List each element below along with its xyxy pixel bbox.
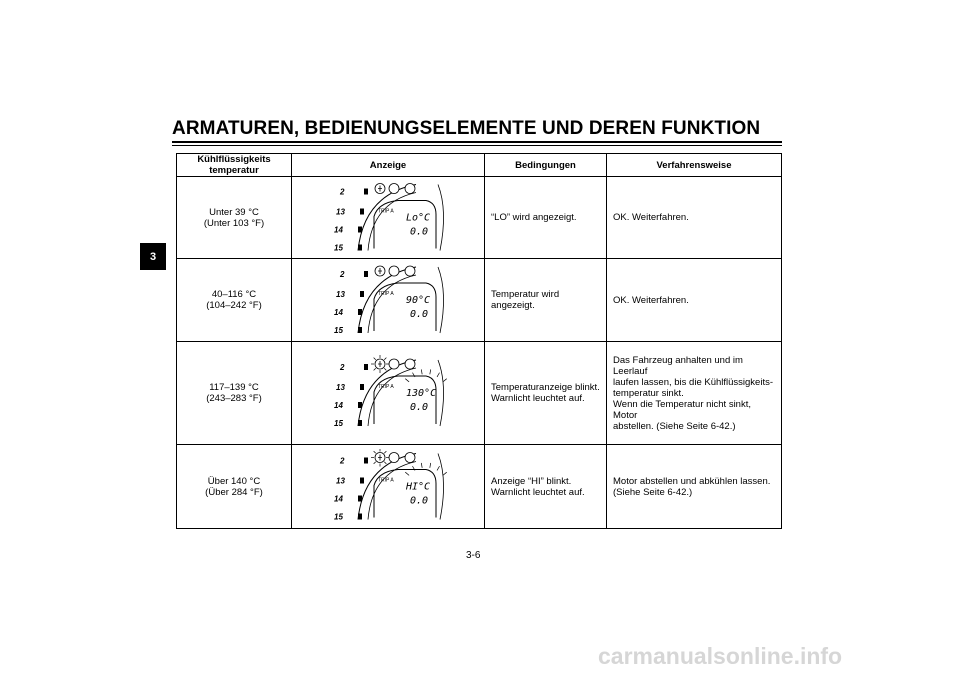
instrument-display-illustration (298, 181, 491, 254)
condition-text: Temperaturanzeige blinkt. Warnlicht leuchtet auf. (485, 342, 607, 445)
table-row (177, 445, 782, 529)
title-rule (172, 141, 782, 143)
tacho-tick-label: 13 (336, 207, 345, 217)
indicator-lamp-icon (389, 453, 399, 463)
instrument-display-illustration (298, 346, 491, 440)
tacho-tick-label: 2 (340, 363, 345, 372)
temperature-range: Über 140 °C (Über 284 °F) (177, 445, 292, 529)
page-number: 3-6 (466, 550, 481, 561)
chapter-tab: 3 (140, 243, 166, 270)
coolant-temperature-table (176, 153, 782, 529)
condition-text: “LO” wird angezeigt. (485, 177, 607, 259)
odometer-readout: 0.0 (410, 402, 429, 413)
procedure-text: Das Fahrzeug anhalten und im Leerlauf laufen lassen, bis die Kühlflüssigkeits- temperatur sinkt. Wenn die Temperatur nicht sinkt, Motor abstellen. (Siehe Seite 6-42.) (607, 342, 782, 445)
temperature-range: Unter 39 °C (Unter 103 °F) (177, 177, 292, 259)
tacho-tick-label: 2 (340, 270, 345, 279)
trip-label: TRIP A (378, 208, 394, 215)
tacho-tick-label: 15 (334, 419, 343, 428)
temperature-readout: HI°C (406, 481, 431, 493)
tacho-tick-label: 13 (336, 476, 345, 486)
header-procedure: Verfahrensweise (607, 154, 782, 177)
header-conditions: Bedingungen (485, 154, 607, 177)
instrument-display-illustration (298, 263, 491, 337)
table-row (177, 177, 782, 259)
trip-label: TRIP A (378, 477, 394, 484)
tacho-tick-label: 14 (334, 494, 343, 504)
display-cell (292, 259, 485, 342)
indicator-lamp-icon (389, 184, 399, 194)
table-row (177, 342, 782, 445)
temperature-readout: 90°C (406, 295, 431, 306)
instrument-display-illustration (298, 449, 491, 524)
watermark: carmanualsonline.info (598, 643, 843, 669)
display-cell (292, 445, 485, 529)
indicator-lamp-icon (389, 266, 399, 276)
condition-text: Anzeige “HI” blinkt. Warnlicht leuchtet auf. (485, 445, 607, 529)
tacho-tick-label: 15 (334, 512, 343, 522)
odometer-readout: 0.0 (410, 495, 429, 507)
temperature-range: 117–139 °C (243–283 °F) (177, 342, 292, 445)
odometer-readout: 0.0 (410, 309, 429, 320)
trip-label: TRIP A (378, 384, 394, 390)
procedure-text: Motor abstellen und abkühlen lassen. (Siehe Seite 6-42.) (607, 445, 782, 529)
indicator-lamp-icon (405, 359, 415, 369)
indicator-lamp-icon (405, 453, 415, 463)
indicator-lamp-icon (389, 359, 399, 369)
table-header-row (177, 154, 782, 177)
temperature-readout: 130°C (406, 388, 437, 399)
temperature-readout: Lo°C (406, 212, 431, 224)
header-display: Anzeige (292, 154, 485, 177)
trip-label: TRIP A (378, 291, 394, 297)
tacho-tick-label: 14 (334, 401, 343, 410)
tacho-tick-label: 13 (336, 383, 345, 392)
procedure-text: OK. Weiterfahren. (607, 259, 782, 342)
tacho-tick-label: 14 (334, 225, 343, 235)
temperature-range: 40–116 °C (104–242 °F) (177, 259, 292, 342)
tacho-tick-label: 13 (336, 290, 345, 299)
page-title: ARMATUREN, BEDIENUNGSELEMENTE UND DEREN FUNKTION (172, 118, 761, 139)
indicator-lamp-icon (405, 266, 415, 276)
procedure-text: OK. Weiterfahren. (607, 177, 782, 259)
tacho-tick-label: 14 (334, 308, 343, 317)
tacho-tick-label: 2 (340, 187, 345, 197)
display-cell (292, 177, 485, 259)
table-row (177, 259, 782, 342)
title-rule-thin (172, 145, 782, 146)
tacho-tick-label: 15 (334, 326, 343, 335)
display-cell (292, 342, 485, 445)
condition-text: Temperatur wird angezeigt. (485, 259, 607, 342)
tacho-tick-label: 15 (334, 243, 343, 253)
header-temperature: Kühlflüssigkeits temperatur (177, 154, 292, 177)
indicator-lamp-icon (405, 184, 415, 194)
tacho-tick-label: 2 (340, 456, 345, 466)
odometer-readout: 0.0 (410, 226, 429, 238)
